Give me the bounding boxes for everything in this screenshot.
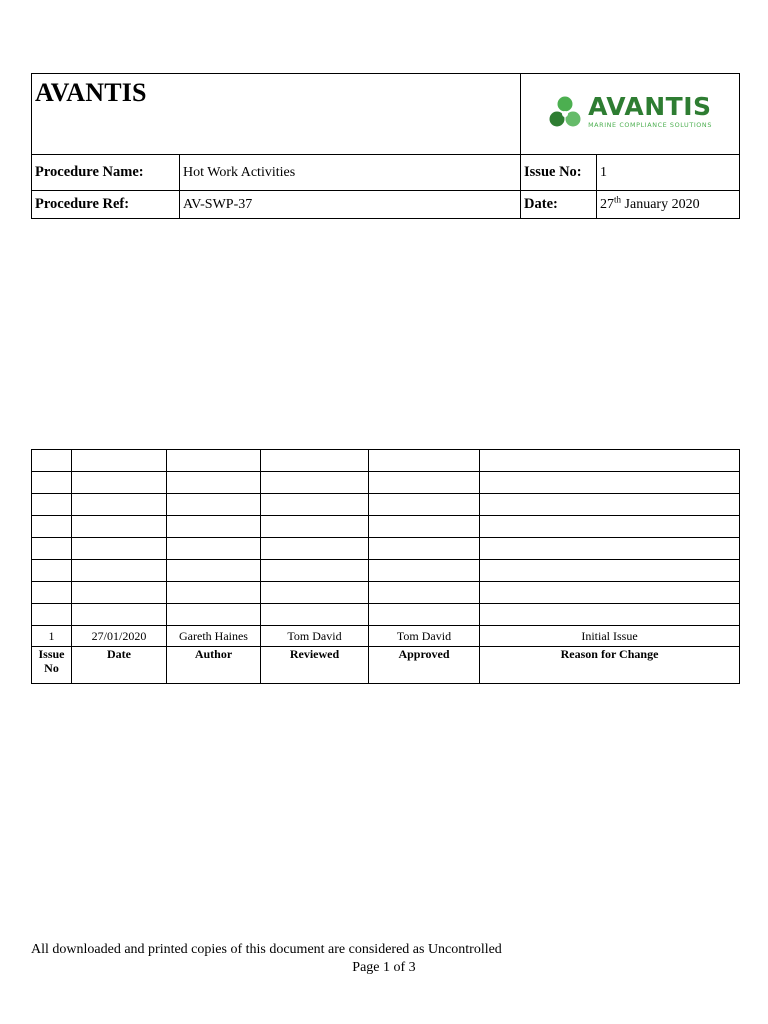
- revision-empty-cell: [167, 560, 261, 582]
- revision-empty-cell: [261, 450, 369, 472]
- revision-empty-cell: [167, 604, 261, 626]
- header-issue-no-line2: No: [44, 661, 59, 675]
- revision-empty-cell: [167, 450, 261, 472]
- revision-empty-cell: [32, 450, 72, 472]
- revision-empty-cell: [167, 494, 261, 516]
- revision-empty-cell: [261, 604, 369, 626]
- revision-empty-cell: [167, 538, 261, 560]
- revision-empty-cell: [480, 582, 740, 604]
- revision-header-row: [32, 647, 740, 684]
- header-reason: Reason for Change: [480, 647, 740, 684]
- revision-empty-row: [32, 494, 740, 516]
- logo-tagline: MARINE COMPLIANCE SOLUTIONS: [588, 121, 712, 130]
- header-date: Date: [72, 647, 167, 684]
- revision-empty-cell: [72, 494, 167, 516]
- revision-empty-row: [32, 516, 740, 538]
- procedure-ref-label-cell: [32, 191, 180, 219]
- date-label-cell: [521, 191, 597, 219]
- procedure-name-value: Hot Work Activities: [183, 164, 296, 180]
- revision-empty-cell: [369, 450, 480, 472]
- revision-blank-rows: [32, 450, 740, 626]
- revision-reviewed: Tom David: [261, 626, 369, 647]
- revision-empty-cell: [261, 560, 369, 582]
- revision-empty-cell: [261, 516, 369, 538]
- revision-reason: Initial Issue: [480, 626, 740, 647]
- date-label: Date:: [524, 196, 558, 212]
- revision-empty-cell: [72, 450, 167, 472]
- revision-empty-cell: [261, 472, 369, 494]
- revision-empty-row: [32, 538, 740, 560]
- revision-empty-cell: [72, 538, 167, 560]
- revision-empty-cell: [32, 516, 72, 538]
- revision-empty-cell: [480, 450, 740, 472]
- issue-no-value-cell: [597, 155, 740, 191]
- revision-empty-cell: [480, 560, 740, 582]
- revision-author: Gareth Haines: [167, 626, 261, 647]
- page-number: Page 1 of 3: [352, 960, 416, 975]
- procedure-header-table: [31, 73, 740, 219]
- revision-empty-cell: [72, 516, 167, 538]
- revision-history-table: [31, 449, 740, 684]
- date-value: [600, 193, 700, 212]
- revision-empty-cell: [480, 604, 740, 626]
- revision-empty-cell: [369, 516, 480, 538]
- date-rest: January 2020: [621, 196, 700, 212]
- logo-wordmark: AVANTIS: [588, 92, 712, 122]
- header-author: Author: [167, 647, 261, 684]
- revision-empty-cell: [261, 582, 369, 604]
- document-title: AVANTIS: [35, 78, 147, 107]
- revision-date: 27/01/2020: [72, 626, 167, 647]
- revision-empty-row: [32, 604, 740, 626]
- revision-empty-cell: [167, 516, 261, 538]
- revision-empty-cell: [369, 582, 480, 604]
- revision-issue-no: 1: [32, 626, 72, 647]
- revision-empty-cell: [480, 472, 740, 494]
- header-issue-no: [32, 647, 72, 684]
- revision-empty-cell: [480, 516, 740, 538]
- revision-empty-cell: [369, 538, 480, 560]
- revision-empty-row: [32, 450, 740, 472]
- revision-empty-cell: [369, 560, 480, 582]
- procedure-name-value-cell: [180, 155, 521, 191]
- revision-empty-cell: [261, 538, 369, 560]
- revision-empty-row: [32, 472, 740, 494]
- avantis-logo: [548, 94, 712, 129]
- date-day: 27: [600, 196, 615, 212]
- revision-empty-cell: [369, 494, 480, 516]
- header-title-cell: [32, 74, 521, 155]
- date-value-cell: [597, 191, 740, 219]
- issue-no-label-cell: [521, 155, 597, 191]
- revision-empty-cell: [32, 582, 72, 604]
- revision-empty-cell: [32, 604, 72, 626]
- revision-empty-cell: [261, 494, 369, 516]
- procedure-ref-label: Procedure Ref:: [35, 196, 130, 212]
- uncontrolled-copy-note: All downloaded and printed copies of this document are considered as Uncontrolled: [31, 942, 502, 957]
- revision-empty-row: [32, 582, 740, 604]
- revision-empty-cell: [167, 582, 261, 604]
- revision-empty-cell: [369, 604, 480, 626]
- revision-empty-cell: [72, 472, 167, 494]
- revision-empty-cell: [32, 472, 72, 494]
- header-logo-cell: [521, 74, 740, 155]
- issue-no-value: 1: [600, 164, 608, 180]
- header-issue-no-line1: Issue: [38, 647, 65, 661]
- issue-no-label: Issue No:: [524, 164, 582, 180]
- revision-empty-cell: [369, 472, 480, 494]
- revision-empty-cell: [32, 538, 72, 560]
- revision-approved: Tom David: [369, 626, 480, 647]
- avantis-logo-icon: [548, 95, 582, 129]
- header-approved: Approved: [369, 647, 480, 684]
- revision-empty-cell: [72, 582, 167, 604]
- revision-empty-cell: [480, 494, 740, 516]
- revision-empty-cell: [72, 560, 167, 582]
- procedure-name-label: Procedure Name:: [35, 164, 144, 180]
- revision-empty-row: [32, 560, 740, 582]
- procedure-ref-value-cell: [180, 191, 521, 219]
- revision-empty-cell: [480, 538, 740, 560]
- date-suffix: th: [614, 193, 622, 204]
- revision-row: [32, 626, 740, 647]
- procedure-ref-value: AV-SWP-37: [183, 196, 253, 212]
- revision-empty-cell: [32, 560, 72, 582]
- revision-empty-cell: [32, 494, 72, 516]
- procedure-name-label-cell: [32, 155, 180, 191]
- header-reviewed: Reviewed: [261, 647, 369, 684]
- revision-empty-cell: [167, 472, 261, 494]
- revision-empty-cell: [72, 604, 167, 626]
